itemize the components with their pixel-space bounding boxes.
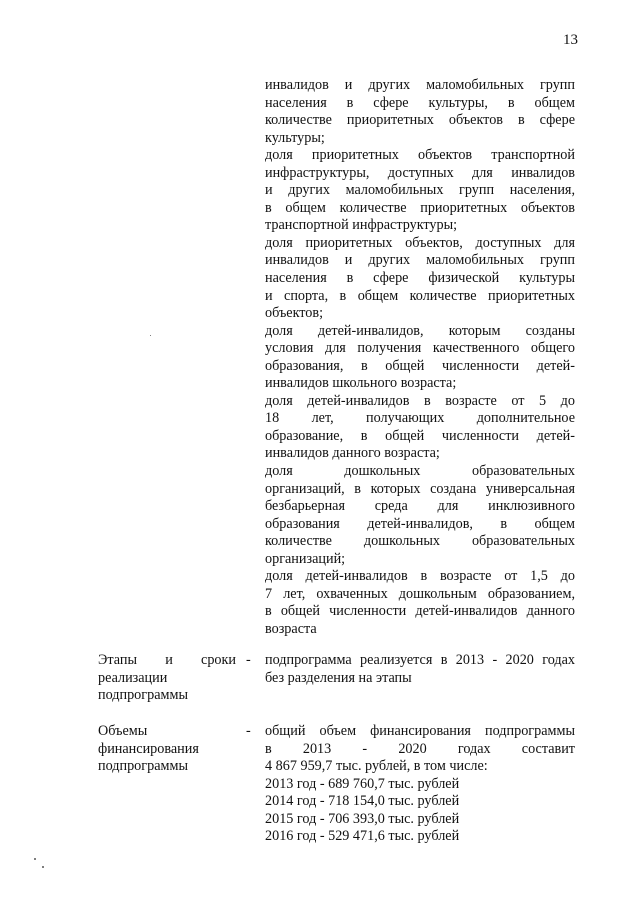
text-line: образование, в общей численности детей- [265,427,575,444]
text-line: организаций, в которых создана универсальная [265,480,575,497]
label-line: реализации [98,669,168,686]
text-line: доля детей-инвалидов в возрасте от 1,5 до [265,568,575,585]
text-line: в 2013 - 2020 годах составит [265,740,575,757]
text-line: образования, в общей численности детей- [265,357,575,374]
label-line: Объемы [98,723,148,739]
funding-dash: - [246,723,251,739]
text-line: и спорта, в общем количестве приоритетных [265,287,575,304]
label-line: Этапы и сроки [98,652,236,668]
text-line: доля детей-инвалидов, которым созданы [265,322,575,339]
text-line: инвалидов данного возраста; [265,445,440,462]
text-line: доля дошкольных образовательных [265,463,575,480]
text-line: образования детей-инвалидов, в общем [265,515,575,532]
text-line: населения в сфере физической культуры [265,270,575,287]
text-line: возраста [265,620,317,637]
text-line: количестве приоритетных объектов в сфере [265,112,575,129]
text-line: 2013 год - 689 760,7 тыс. рублей [265,775,460,792]
text-line: доля приоритетных объектов транспортной [265,147,575,164]
text-line: и других маломобильных групп населения, [265,182,575,199]
stages-value [265,652,575,687]
text-line: в общей численности детей-инвалидов данного [265,603,575,620]
text-line: доля детей-инвалидов в возрасте от 5 до [265,392,575,409]
text-line: 18 лет, получающих дополнительное [265,410,575,427]
funding-value [265,723,575,846]
text-line: культуры; [265,129,325,146]
text-line: инфраструктуры, доступных для инвалидов [265,164,575,181]
scan-speck [150,335,151,336]
page-number: 13 [563,32,578,48]
text-line: доля приоритетных объектов, доступных для [265,234,575,251]
stages-dash: - [246,652,251,668]
text-line: 4 867 959,7 тыс. рублей, в том числе: [265,758,488,775]
text-line: подпрограмма реализуется в 2013 - 2020 годах [265,652,575,668]
text-line: 2015 год - 706 393,0 тыс. рублей [265,810,460,827]
text-line: организаций; [265,550,346,567]
text-line: условия для получения качественного общего [265,340,575,357]
text-line: инвалидов и других маломобильных групп [265,77,575,93]
text-line: населения в сфере культуры, в общем [265,94,575,111]
label-line: финансирования [98,740,199,757]
scan-speck [34,858,36,860]
text-line: объектов; [265,305,324,322]
text-line: транспортной инфраструктуры; [265,217,458,234]
text-line: 7 лет, охваченных дошкольным образованием, [265,585,575,602]
stages-label [98,652,256,705]
text-line: безбарьерная среда для инклюзивного [265,498,575,515]
text-line: количестве дошкольных образовательных [265,533,575,550]
text-line: общий объем финансирования подпрограммы [265,723,575,739]
text-line: в общем количестве приоритетных объектов [265,199,575,216]
text-line: инвалидов школьного возраста; [265,375,457,392]
text-line: инвалидов и других маломобильных групп [265,252,575,269]
funding-label [98,723,256,776]
continuation-text [265,77,575,639]
text-line: 2016 год - 529 471,6 тыс. рублей [265,828,460,845]
label-line: подпрограммы [98,758,188,775]
text-line: без разделения на этапы [265,669,412,686]
text-line: 2014 год - 718 154,0 тыс. рублей [265,793,460,810]
label-line: подпрограммы [98,687,188,704]
scan-speck [42,866,44,868]
